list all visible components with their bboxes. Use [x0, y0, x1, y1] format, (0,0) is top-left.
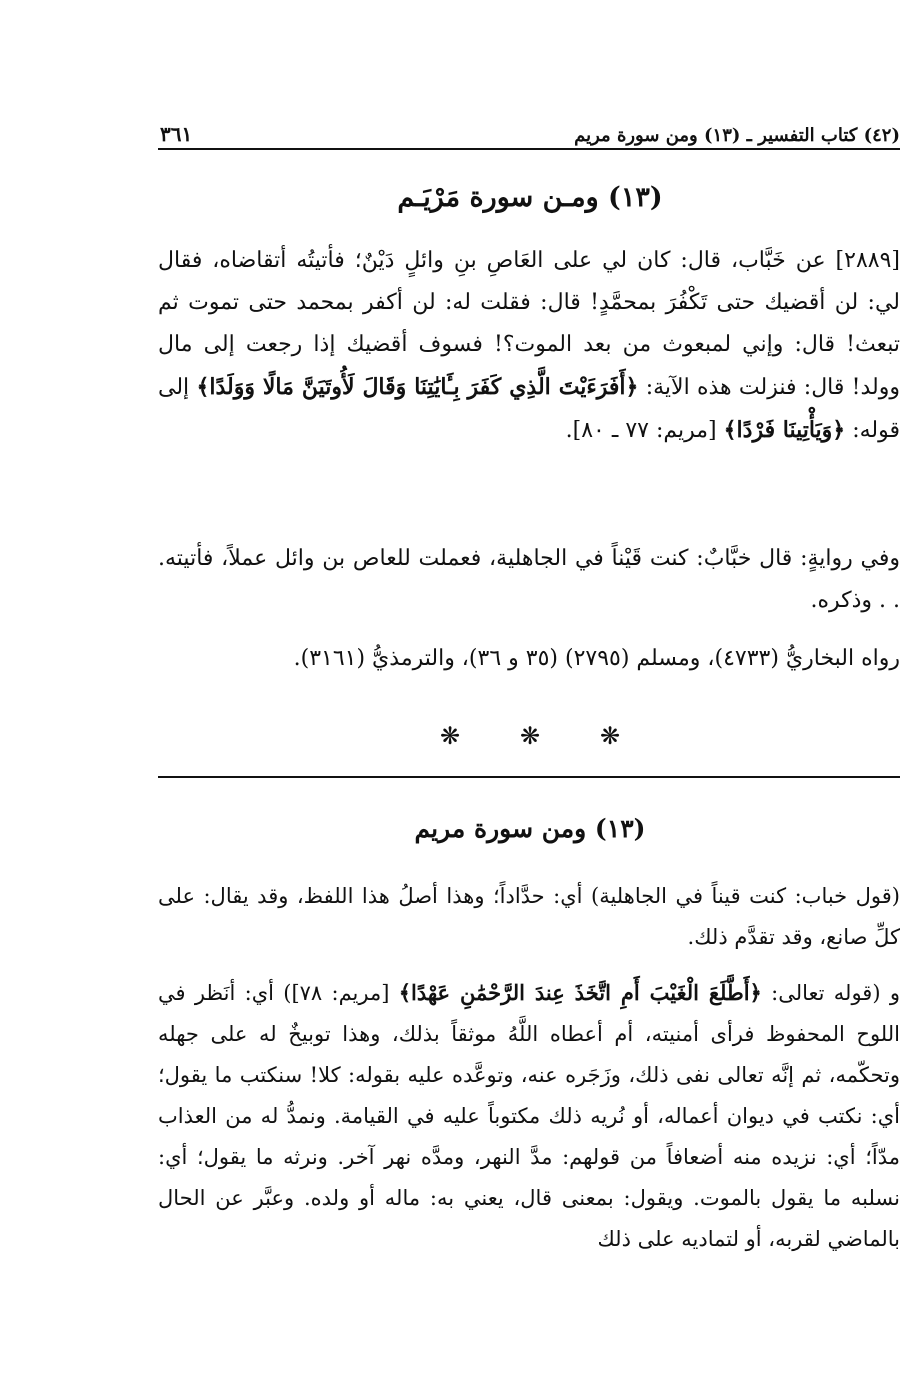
commentary-paragraph-1: (قول خباب: كنت قيناً في الجاهلية) أي: حدَّاداً؛ وهذا أصلُ هذا اللفظ، وقد يقال: على كلِّ صانع، وقد تقدَّم ذلك. — [158, 884, 900, 949]
hadith-text — [158, 240, 900, 452]
hadith-paragraph — [158, 240, 900, 452]
commentary-text-1 — [158, 876, 900, 958]
star-ornament-icon: ❋ — [599, 722, 621, 750]
running-header-title: (٤٢) كتاب التفسير ـ (١٣) ومن سورة مريم — [574, 125, 900, 146]
commentary-text-2 — [158, 972, 900, 1260]
commentary-intro: و (قوله تعالى: — [771, 981, 900, 1005]
page-number: ٣٦١ — [160, 122, 193, 146]
takhrij-text — [158, 638, 900, 680]
commentary-body: [مريم: ٧٨]) أي: أنَظر في اللوح المحفوظ فرأى أمنيته، أم أعطاه اللَّهُ موثقاً بذلك، وهذا توبيخٌ له على جهله وتحكّمه، ثم إنَّه تعالى نفى ذلك، وزَجَره عنه، وتوعَّده عليه بقوله: كلا! سنكتب ما يقول؛ أي: نكتب في ديوان أعماله، أو نُريه ذلك مكتوباً عليه في القيامة. ونمدُّ له من العذاب مدّاً؛ أي: نزيده منه أضعافاً من قولهم: مدَّ النهر، ومدَّه نهر آخر. ونرثه ما يقول؛ أي: نسلبه ما يقول بالموت. ويقول: بمعنى قال، يعني به: ماله أو ولده. وعبَّر عن الحال بالماضي لقربه، أو لتماديه على ذلك — [158, 981, 900, 1251]
quran-verse-1: ﴿أَفَرَءَيْتَ الَّذِي كَفَرَ بِـَٔايَٰتِنَا وَقَالَ لَأُوتَيَنَّ مَالًا وَوَلَدًا﴾ — [196, 374, 639, 400]
verse-reference: [مريم: ٧٧ ـ ٨٠]. — [565, 418, 717, 443]
star-ornament-icon: ❋ — [439, 722, 461, 750]
riwaya-paragraph: وفي روايةٍ: قال خبَّابٌ: كنت قَيْناً في الجاهلية، فعملت للعاص بن وائل عملاً، فأتيته. . . وذكره. — [158, 546, 900, 613]
quran-verse-3: ﴿أَطَّلَعَ الْغَيْبَ أَمِ اتَّخَذَ عِندَ الرَّحْمَٰنِ عَهْدًا﴾ — [398, 980, 762, 1005]
hadith-body: [٢٨٨٩] عن خَبَّاب، قال: كان لي على العَاصِ بنِ وائلٍ دَيْنٌ؛ فأتيتُه أتقاضاه، فقال لي: لن أقضيك حتى تَكْفُرَ بمحمَّدٍ! قال: فقلت له: لن أكفر بمحمد حتى تموت ثم تبعث! قال: وإني لمبعوث من بعد الموت؟! فسوف أقضيك إذا رجعت إلى مال وولد! قال: فنزلت هذه الآية: — [158, 248, 901, 400]
commentary-separator-rule — [158, 776, 900, 778]
commentary-paragraph-2 — [158, 972, 900, 1260]
verse-link: إلى قوله: — [158, 375, 900, 443]
quran-verse-2: ﴿وَيَأْتِينَا فَرْدًا﴾ — [723, 417, 846, 443]
running-header — [160, 112, 900, 146]
riwaya-text — [158, 538, 900, 622]
section-divider — [160, 722, 900, 750]
header-rule — [158, 148, 900, 150]
main-section-title: (١٣) ومـن سورة مَرْيَـم — [397, 182, 663, 213]
commentary-section-title: (١٣) ومن سورة مريم — [414, 814, 646, 843]
takhrij-paragraph: رواه البخاريُّ (٤٧٣٣)، ومسلم (٢٧٩٥) (٣٥ و ٣٦)، والترمذيُّ (٣١٦١). — [293, 646, 900, 671]
star-ornament-icon: ❋ — [519, 722, 541, 750]
